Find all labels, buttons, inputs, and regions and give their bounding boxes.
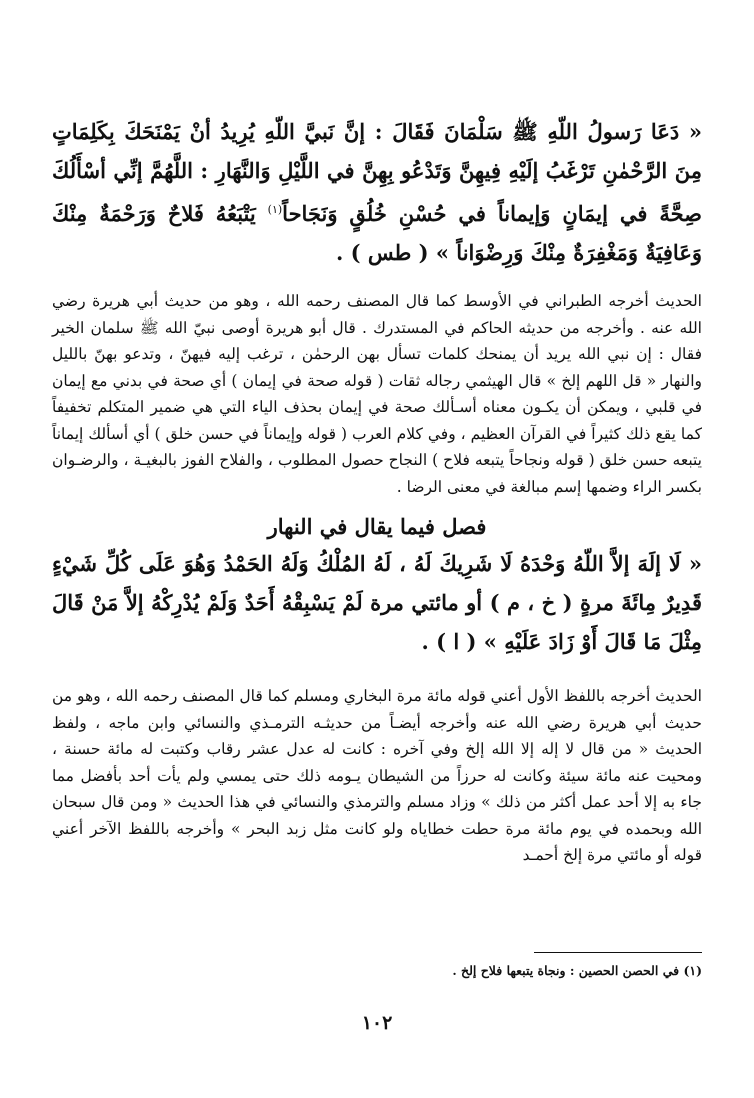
footnote-divider xyxy=(534,952,702,953)
page-number: ١٠٢ xyxy=(361,1012,393,1034)
hadith-1-main: « دَعَا رَسولُ اللّهِ ﷺ سَلْمَانَ فَقَالَ : إنَّ نَبيَّ اللّهِ يُرِيدُ أنْ يَمْنَحَكَ بِكَلِمَاتٍ مِنَ الرَّحْمٰنِ تَرْغَبُ إلَيْهِ فِيهِنَّ وَتَدْعُو بِهِنَّ في اللَّيْلِ وَالنَّهَارِ : اللَّهُمَّ إنِّي أسْأَلُكَ صِحَّةً في إيمَانٍ وَإيماناً في حُسْنِ خُلُقٍ وَنَجَاحاً xyxy=(52,119,703,226)
footnotes-area xyxy=(52,952,702,981)
section-heading: فصل فيما يقال في النهار xyxy=(267,514,487,539)
hadith-text-2: « لَا إلَهَ إلاَّ اللّهُ وَحْدَهُ لَا شَرِيكَ لَهُ ، لَهُ المُلْكُ وَلَهُ الحَمْدُ وَهُوَ عَلَى كُلِّ شَيْءٍ قَدِيرٌ مِائَةَ مرةٍ ( خ ، م ) أو مائتي مرة لَمْ يَسْبِقْهُ أَحَدٌ وَلَمْ يُدْرِكْهُ إلاَّ مَنْ قَالَ مِثْلَ مَا قَالَ أَوْ زَادَ عَلَيْهِ » ( ا ) . xyxy=(52,551,702,654)
footnote-text: (١) في الحصن الحصين : ونجاة يتبعها فلاح إلخ . xyxy=(452,963,702,978)
commentary-paragraph-1: الحديث أخرجه الطبراني في الأوسط كما قال المصنف رحمه الله ، وهو من حديث أبي هريرة رضي الله عنه . وأخرجه من حديثه الحاكم في المستدرك . قال أبو هريرة أوصى نبيّ الله ﷺ سلمان الخير فقال : إن نبي الله يريد أن يمنحك كلمات تسأل بهن الرحمٰن ، ترغب إليه فيهنّ ، وتدعو بهنّ بالليل والنهار « قل اللهم إلخ » قال الهيثمي رجاله ثقات ( قوله صحة في إيمان ) أي صحة في بدني مع إيمان في قلبي ، ويمكن أن يكـون معناه أسـألك صحة في إيمان بحذف الياء التي هي ضمير المتكلم تخفيفاً كما يقع ذلك كثيراً في القرآن العظيم ، وفي كلام العرب ( قوله وإيماناً في حسن خلق ) أي أسألك إيماناً يتبعه حسن خلق ( قوله ونجاحاً يتبعه فلاح ) النجاح حصول المطلوب ، والفلاح الفوز بالبغيـة ، والرضـوان بكسر الراء وضمها إسم مبالغة في معنى الرضا . xyxy=(52,292,702,496)
footnote-marker: (١) xyxy=(267,203,283,216)
hadith-text-1 xyxy=(52,112,702,272)
commentary-paragraph-2: الحديث أخرجه باللفظ الأول أعني قوله مائة مرة البخاري ومسلم كما قال المصنف رحمه الله ، وهو من حديث أبي هريرة رضي الله عنه وأخرجه أيضـاً من حديثـه الترمـذي والنسائي وابن ماجه ، ولفظ الحديث « من قال لا إله إلا الله إلخ وفي آخره : كانت له عدل عشر رقاب وكتبت له مائة حسنة ، ومحيت عنه مائة سيئة وكانت له حرزاً من الشيطان يـومه ذلك حتى يمسي ولم يأت أحد بأفضل مما جاء به إلا أحد عمل أكثر من ذلك » وزاد مسلم والترمذي والنسائي في هذا الحديث « ومن قال سبحان الله وبحمده في يوم مائة مرة حطت خطاياه ولو كانت مثل زبد البحر » وأخرجه باللفظ الآخر أعني قوله أو مائتي مرة إلخ أحمـد xyxy=(52,687,702,864)
hadith-1-end: يَتْبَعُهُ فَلاحٌ وَرَحْمَةٌ مِنْكَ وَعَافِيَةٌ وَمَغْفِرَةٌ مِنْكَ وَرِضْوَاناً » ( طس ) . xyxy=(52,201,702,265)
